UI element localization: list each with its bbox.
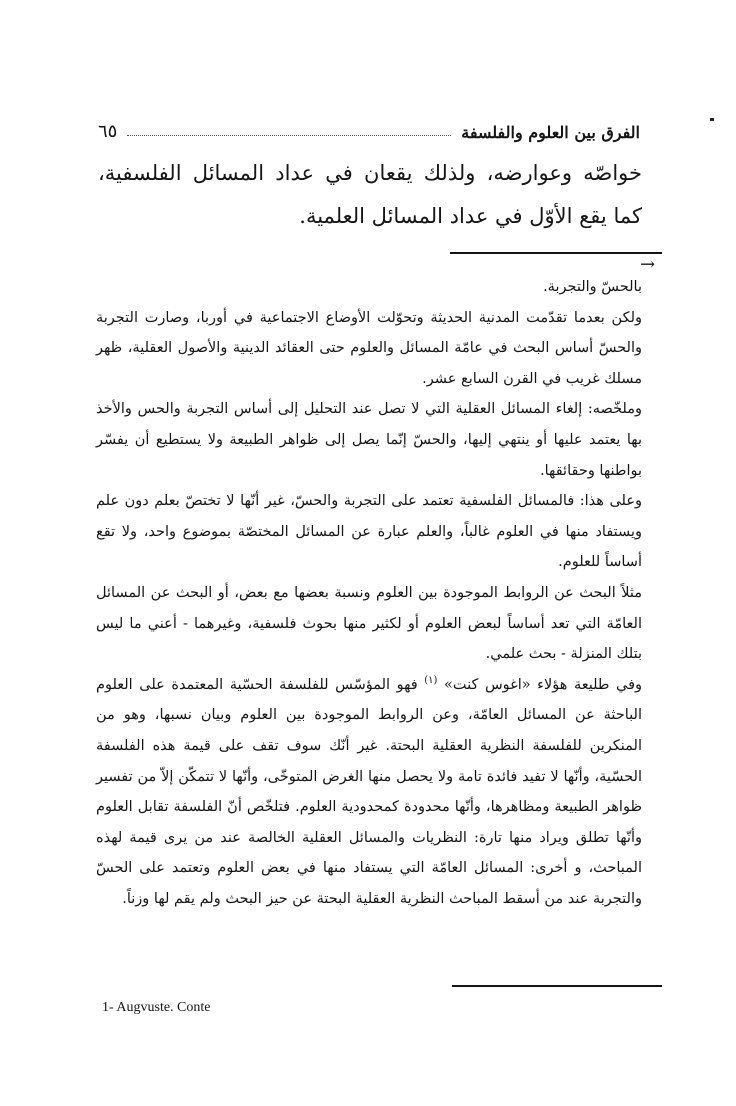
footnote-reference: (١): [424, 674, 438, 686]
comte-paragraph-body: فهو المؤسّس للفلسفة الحسّية المعتمدة على العلوم الباحثة عن المسائل العامّة، وعن الروابط الموجودة بين العلوم وبيان نسبها، وهو من المنكرين للفلسفة النظرية العقلية البحتة. غير أنّك سوف تقف على قيمة هذه الفلسفة الحسّية، وأنّها لا تفيد فائدة تامة ولا يحصل منها الغرض المتوخّى، وأنّها لا تتمكّن إلاّ من تفسير ظواهر الطبيعة ومظاهرها، وأنّها محدودة كمحدودية العلوم. فتلخّص أنّ الفلسفة تقابل العلوم وأنّها تطلق ويراد منها تارة: النظريات والمسائل العقلية الخالصة عند من يرى قيمة لهذه المباحث، و أخرى: المسائل العامّة التي يستفاد منها في بعض العلوم وتعتمد على الحسّ والتجربة عند من أسقط المباحث النظرية العقلية البحتة عن حيز البحث ولم يقم لها وزناً.: [96, 676, 642, 907]
running-title: الفرق بين العلوم والفلسفة: [461, 123, 640, 142]
footnote-separator-top: [450, 252, 662, 254]
notes-paragraph: ولكن بعدما تقدّمت المدنية الحديثة وتحوّلت الأوضاع الاجتماعية في أوربا، وصارت التجربة والحسّ أساس البحث في عامّة المسائل والعلوم حتى العقائد الدينية والأصول العقلية، ظهر مسلك غريب في القرن السابع عشر.: [96, 309, 642, 387]
notes-paragraph-comte: [96, 670, 642, 915]
running-header: [98, 112, 640, 142]
notes-paragraph: وعلى هذا: فالمسائل الفلسفية تعتمد على التجربة والحسّ، غير أنّها لا تختصّ بعلم دون علم ويستفاد منها في العلوم غالباً، والعلم عبارة عن المسائل المختصّة بموضوع واحد، ولا تقع أساساً للعلوم.: [96, 493, 642, 571]
scan-speck: [710, 118, 714, 121]
header-leader-dots: [127, 134, 451, 136]
notes-paragraph: بالحسّ والتجربة.: [543, 279, 642, 295]
continuation-arrow-icon: →: [640, 254, 656, 275]
page-number: ٦٥: [98, 121, 118, 142]
footnote: 1- Augvuste. Conte: [102, 1000, 211, 1015]
notes-paragraph: مثلاً البحث عن الروابط الموجودة بين العلوم ونسبة بعضها مع بعض، أو البحث عن المسائل العامّة التي تعد أساساً لبعض العلوم أو لكثير منها بحوث فلسفية، وغيرهما - أعني ما ليس بتلك المنزلة - بحث علمي.: [96, 584, 642, 663]
main-text-paragraph: خواصّه وعوارضه، ولذلك يقعان في عداد المسائل الفلسفية، كما يقع الأوّل في عداد المسائل العلمية.: [98, 161, 642, 228]
footnote-separator-bottom: [452, 985, 662, 987]
comte-intro: وفي طليعة هؤلاء «اغوس كنت»: [444, 676, 643, 693]
notes-section: [96, 272, 642, 914]
notes-paragraph: وملخّصه: إلغاء المسائل العقلية التي لا تصل عند التحليل إلى أساس التجربة والحس والأخذ بها يعتمد عليها أو ينتهي إليها، والحسّ إنّما يصل إلى ظواهر الطبيعة ولا يستطيع أن يفسّر بواطنها وحقائقها.: [96, 401, 642, 479]
